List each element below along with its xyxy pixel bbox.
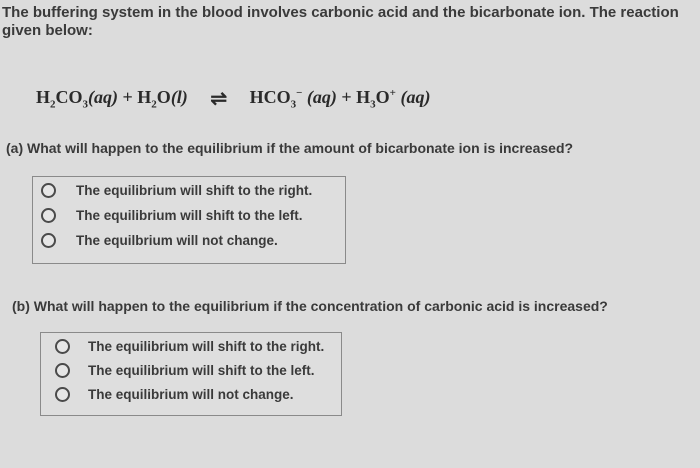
reactant-water: $H_2O(l)$ — [137, 87, 188, 111]
reactant-carbonic-acid: $H_2CO_3(aq)$ — [36, 87, 119, 111]
intro-line-1: The buffering system in the blood involves carbonic acid and the bicarbonate ion. The reaction — [2, 4, 679, 21]
question-a-option-right[interactable] — [33, 183, 312, 198]
option-label: The equilibrium will shift to the left. — [76, 208, 303, 223]
question-b-options — [40, 332, 342, 416]
question-a-text: (a) What will happen to the equilibrium if the amount of bicarbonate ion is increased? — [6, 140, 574, 156]
intro-line-2: given below: — [2, 22, 93, 39]
option-label: The equilibrium will shift to the right. — [88, 339, 325, 354]
option-label: The equilibrium will shift to the left. — [88, 363, 315, 378]
question-a-option-left[interactable] — [33, 208, 303, 223]
plus-sign-1: + — [122, 87, 133, 107]
intro-text — [2, 4, 700, 40]
chemical-equation — [36, 86, 430, 111]
option-label: The equilbrium will not change. — [76, 233, 278, 248]
option-label: The equilibrium will shift to the right. — [76, 183, 313, 198]
product-hydronium: $H_3O^+$ (aq) — [356, 87, 431, 111]
radio-button-icon[interactable] — [55, 363, 70, 378]
question-b-text: (b) What will happen to the equilibrium if the concentration of carbonic acid is increased? — [12, 298, 608, 314]
radio-button-icon[interactable] — [41, 183, 56, 198]
radio-button-icon[interactable] — [55, 339, 70, 354]
product-bicarbonate: $HCO_3^-$ (aq) — [249, 87, 337, 111]
radio-button-icon[interactable] — [41, 208, 56, 223]
plus-sign-2: + — [341, 87, 352, 107]
radio-button-icon[interactable] — [55, 387, 70, 402]
question-a-option-no-change[interactable] — [33, 233, 278, 248]
question-b-option-right[interactable] — [41, 339, 324, 354]
option-label: The equilibrium will not change. — [88, 387, 294, 402]
question-b-option-no-change[interactable] — [41, 387, 294, 402]
equilibrium-arrow-icon: ⇌ — [210, 88, 228, 110]
question-a-options — [32, 176, 346, 264]
radio-button-icon[interactable] — [41, 233, 56, 248]
question-b-option-left[interactable] — [41, 363, 315, 378]
